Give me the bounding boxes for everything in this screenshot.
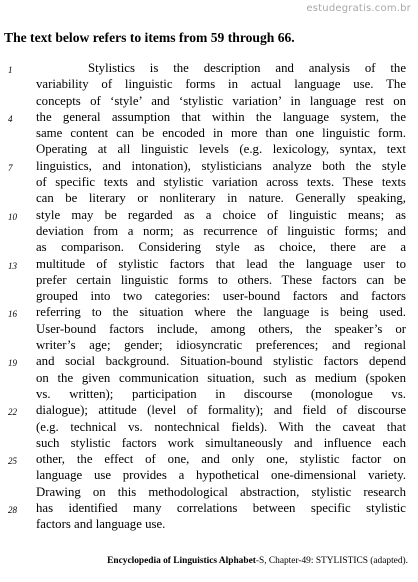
passage-line [0,500,418,516]
passage-line [0,76,418,92]
line-text: the general assumption that within the language system, the [36,109,406,124]
line-text: referring to the situation where the language is being used. [36,305,406,320]
line-text: variability of linguistic forms in actual language use. The [36,77,406,92]
line-text: User-bound factors include, among others, the speaker’s or [36,321,406,336]
line-text: multitude of stylistic factors that lead the language user to [36,256,406,271]
line-text: vs. written); participation in discourse (monologue vs. [36,386,406,401]
line-text: and social background. Situation-bound stylistic factors depend [36,354,406,369]
passage-line [0,419,418,435]
passage-line [0,321,418,337]
line-text: factors and language use. [36,517,166,532]
line-text: prefer certain linguistic forms to others. These factors can be [36,272,406,287]
line-text: as comparison. Considering style as choice, there are a [36,240,406,255]
line-number: 16 [8,309,17,320]
passage-line [0,353,418,369]
line-number: 19 [8,358,17,369]
line-text: Stylistics is the description and analysis of the [88,61,406,75]
line-text: Operating at all linguistic levels (e.g. lexicology, syntax, text [36,142,406,157]
line-text: linguistics, and intonation), stylisticians analyze both the style [36,158,406,173]
passage-line [0,239,418,255]
line-text: of specific texts and stylistic variation across texts. These texts [36,175,406,190]
passage-line [0,190,418,206]
passage-line [0,256,418,272]
line-text: has identified many correlations between specific stylistic [36,501,406,516]
passage-line [0,223,418,239]
passage-line [0,435,418,451]
passage-line [0,304,418,320]
line-text: style may be regarded as a choice of linguistic means; as [36,207,406,222]
line-text: such stylistic factors work simultaneously and influence each [36,435,406,450]
passage-line [0,402,418,418]
line-text: same content can be encoded in more than one linguistic form. [36,126,406,141]
passage-line [0,207,418,223]
line-text: language use provides a hypothetical one-dimensional variety. [36,468,406,483]
source-book-title: Encyclopedia of Linguistics Alphabet [107,556,256,566]
line-number: 22 [8,407,17,418]
passage-line [0,158,418,174]
passage-line [0,272,418,288]
passage-line [0,484,418,500]
line-number: 28 [8,505,17,516]
line-number: 10 [8,211,17,222]
line-number: 4 [8,113,13,124]
line-text: other, the effect of one, and only one, stylistic factor on [36,452,406,467]
passage-line [0,288,418,304]
source-citation [107,556,408,566]
line-text: grouped into two categories: user-bound factors and factors [36,289,406,304]
line-text: concepts of ‘style’ and ‘stylistic variation’ in language rest on [36,93,406,108]
line-text: dialogue); attitude (level of formality); and field of discourse [36,403,406,418]
line-number: 25 [8,456,17,467]
passage-line [0,337,418,353]
line-text: deviation from a norm; as recurrence of linguistic forms; and [36,223,406,238]
instruction-heading: The text below refers to items from 59 through 66. [4,30,295,45]
passage-line [0,125,418,141]
line-text: Drawing on this methodological abstraction, stylistic research [36,484,406,499]
passage-line [0,516,418,532]
line-text: on the given communication situation, such as medium (spoken [36,370,406,385]
passage-line [0,60,418,76]
passage-line [0,386,418,402]
line-number: 7 [8,162,13,173]
line-number: 13 [8,260,17,271]
passage-line [0,174,418,190]
line-text: writer’s age; gender; idiosyncratic preferences; and regional [36,338,406,353]
line-number: 1 [8,65,13,75]
passage-line [0,451,418,467]
passage-line [0,467,418,483]
passage-line [0,141,418,157]
line-text: (e.g. technical vs. nontechnical fields). With the caveat that [36,419,406,434]
passage-line [0,109,418,125]
reading-passage [0,60,418,533]
watermark: estudegratis.com.br [306,3,411,14]
passage-line [0,370,418,386]
source-detail: -S, Chapter-49: STYLISTICS (adapted). [255,556,408,566]
line-text: can be literary or nonliterary in nature. Generally speaking, [36,191,406,206]
passage-line [0,93,418,109]
